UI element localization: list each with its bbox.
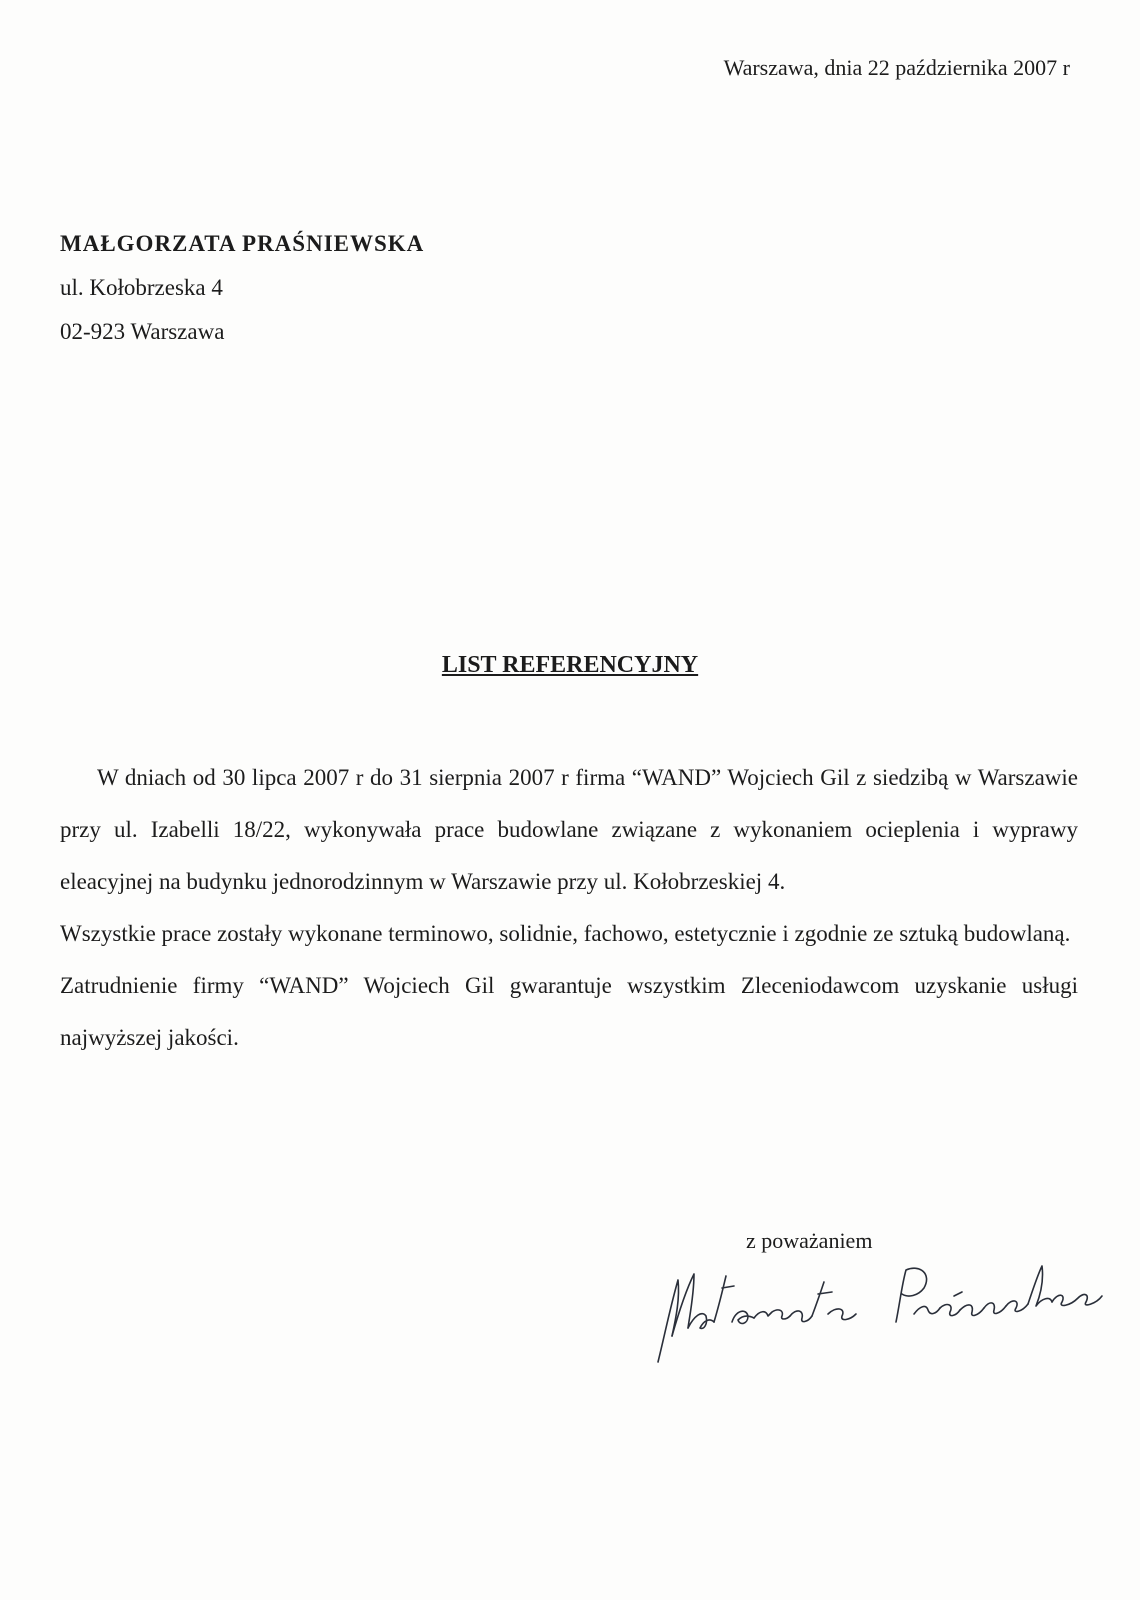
sender-name: MAŁGORZATA PRAŚNIEWSKA <box>60 231 425 256</box>
body-paragraph-2: Wszystkie prace zostały wykonane terminowo, solidnie, fachowo, estetycznie i zgodnie ze sztuką budowlaną. <box>60 921 1071 946</box>
closing-phrase: z poważaniem <box>746 1228 873 1253</box>
body-paragraph-1: W dniach od 30 lipca 2007 r do 31 sierpnia 2007 r firma “WAND” Wojciech Gil z siedzibą w Warszawie przy ul. Izabelli 18/22, wykonywała prace budowlane związane z wykonaniem ocieplenia i wyprawy eleacyjnej na budynku jednorodzinnym w Warszawie przy ul. Kołobrzeskiej 4. <box>60 765 1078 894</box>
sender-block <box>60 222 424 354</box>
handwritten-signature <box>650 1258 1110 1368</box>
sender-city: 02-923 Warszawa <box>60 319 225 344</box>
date-line: Warszawa, dnia 22 października 2007 r <box>723 55 1070 80</box>
sender-street: ul. Kołobrzeska 4 <box>60 275 223 300</box>
letter-body <box>60 752 1078 1064</box>
letter-title: LIST REFERENCYJNY <box>441 652 699 678</box>
body-paragraph-3: Zatrudnienie firmy “WAND” Wojciech Gil gwarantuje wszystkim Zleceniodawcom uzyskanie usługi najwyższej jakości. <box>60 973 1078 1050</box>
